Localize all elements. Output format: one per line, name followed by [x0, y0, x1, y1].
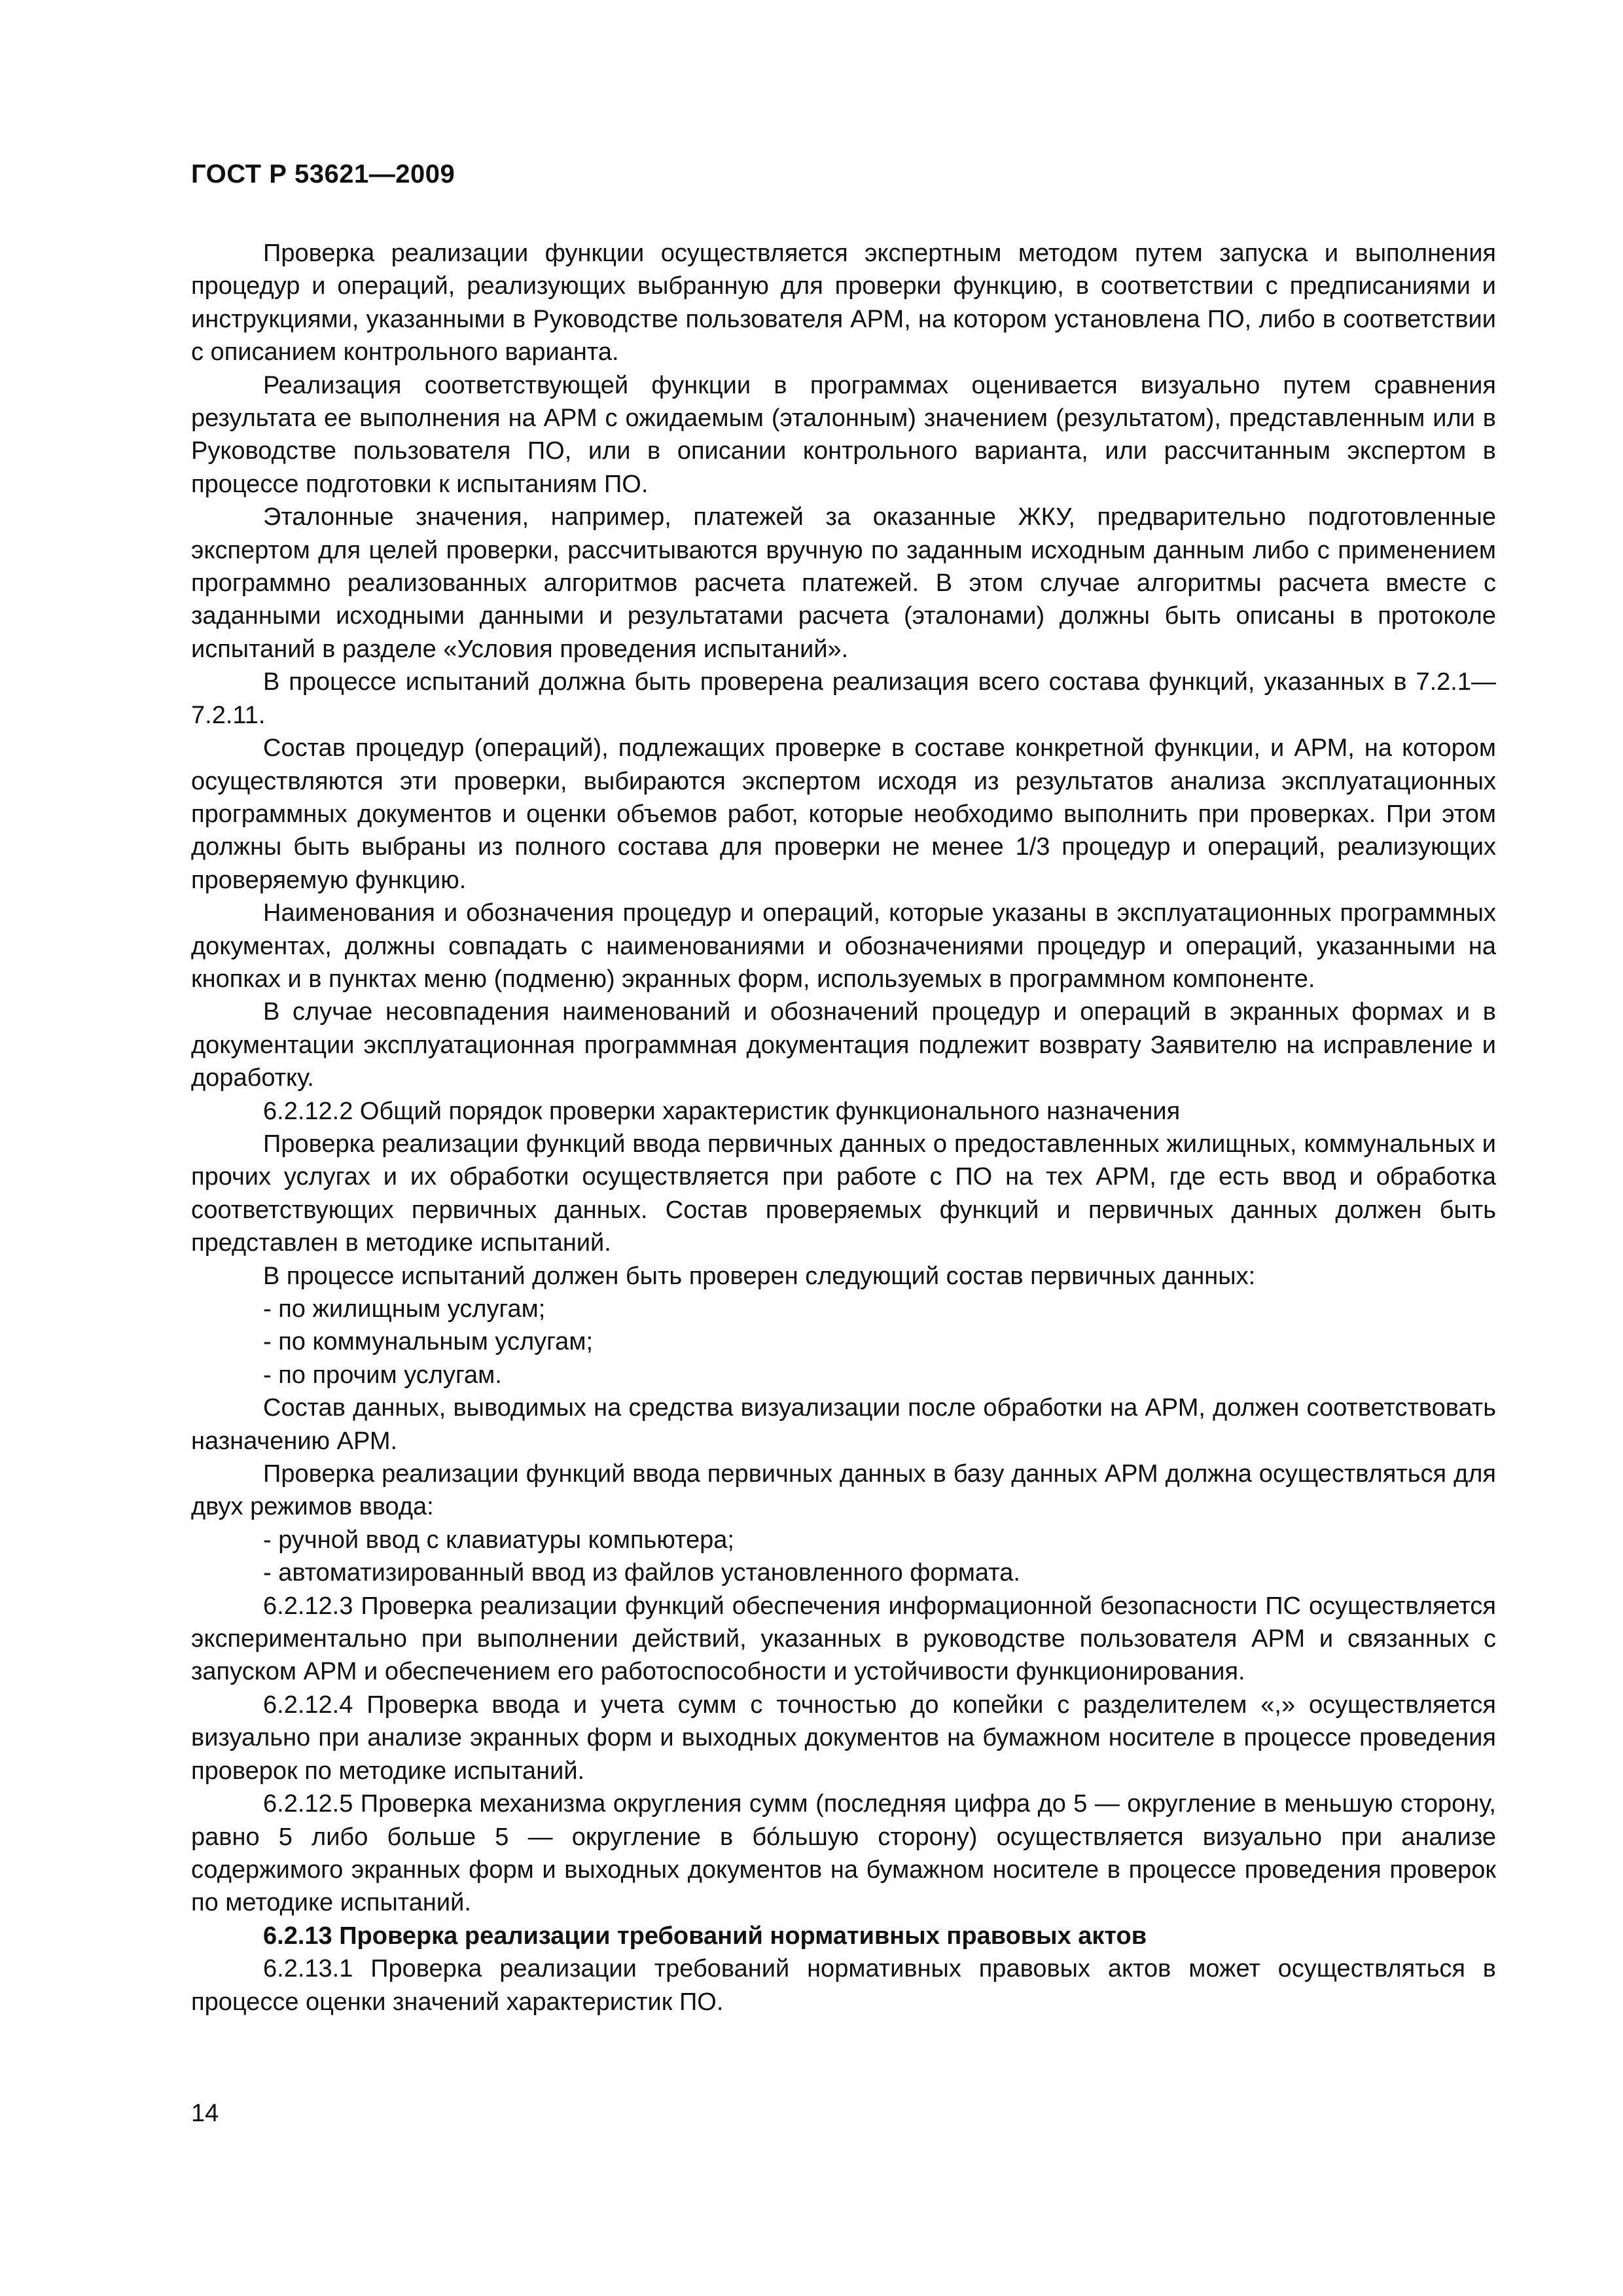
paragraph: 6.2.13.1 Проверка реализации требований нормативных правовых актов может осуществляться в процессе оценки значений характеристик ПО.: [191, 1955, 1496, 2016]
page-number: 14: [191, 2100, 219, 2127]
paragraph: Состав данных, выводимых на средства визуализации после обработки на АРМ, должен соответствовать назначению АРМ.: [191, 1394, 1496, 1455]
list-item: - автоматизированный ввод из файлов установленного формата.: [263, 1559, 1020, 1587]
list-item: - ручной ввод с клавиатуры компьютера;: [263, 1526, 734, 1554]
paragraph: Эталонные значения, например, платежей за оказанные ЖКУ, предварительно подготовленные экспертом для целей проверки, рассчитываются вручную по заданным исходным данным либо с применением программно реализованных алгоритмов расчета платежей. В этом случае алгоритмы расчета вместе с заданными исходными данными и результатами расчета (эталонами) должны быть описаны в протоколе испытаний в разделе «Условия проведения испытаний».: [191, 503, 1496, 663]
paragraph: Проверка реализации функций ввода первичных данных о предоставленных жилищных, коммунальных и прочих услугах и их обработки осуществляется при работе с ПО на тех АРМ, где есть ввод и обработка соответствующих первичных данных. Состав проверяемых функций и первичных данных должен быть представлен в методике испытаний.: [191, 1130, 1496, 1257]
paragraph: В процессе испытаний должен быть проверен следующий состав первичных данных:: [263, 1262, 1256, 1290]
document-body: [191, 237, 1496, 2018]
list-item: - по коммунальным услугам;: [263, 1328, 594, 1356]
paragraph: В процессе испытаний должна быть проверена реализация всего состава функций, указанных в 7.2.1—7.2.11.: [191, 668, 1496, 729]
paragraph: Состав процедур (операций), подлежащих проверке в составе конкретной функции, и АРМ, на котором осуществляются эти проверки, выбираются экспертом исходя из результатов анализа эксплуатационных программных документов и оценки объемов работ, которые необходимо выполнить при проверках. При этом должны быть выбраны из полного состава для проверки не менее 1/3 процедур и операций, реализующих проверяемую функцию.: [191, 734, 1496, 894]
paragraph: 6.2.12.4 Проверка ввода и учета сумм с точностью до копейки с разделителем «,» осуществляется визуально при анализе экранных форм и выходных документов на бумажном носителе в процессе проведения проверок по методике испытаний.: [191, 1691, 1496, 1785]
paragraph: В случае несовпадения наименований и обозначений процедур и операций в экранных формах и в документации эксплуатационная программная документация подлежит возврату Заявителю на исправление и доработку.: [191, 998, 1496, 1092]
paragraph: 6.2.12.5 Проверка механизма округления сумм (последняя цифра до 5 — округление в меньшую сторону, равно 5 либо больше 5 — округление в бо́льшую сторону) осуществляется визуально при анализе содержимого экранных форм и выходных документов на бумажном носителе в процессе проведения проверок по методике испытаний.: [191, 1790, 1496, 1917]
document-header: ГОСТ Р 53621—2009: [191, 160, 455, 188]
paragraph: Реализация соответствующей функции в программах оценивается визуально путем сравнения результата ее выполнения на АРМ с ожидаемым (эталонным) значением (результатом), представленным или в Руководстве пользователя ПО, или в описании контрольного варианта, или рассчитанным экспертом в процессе подготовки к испытаниям ПО.: [191, 371, 1496, 498]
list-item: - по жилищным услугам;: [263, 1295, 546, 1323]
section-subheading: 6.2.12.2 Общий порядок проверки характеристик функционального назначения: [263, 1097, 1181, 1125]
paragraph: Наименования и обозначения процедур и операций, которые указаны в эксплуатационных программных документах, должны совпадать с наименованиями и обозначениями процедур и операций, указанными на кнопках и в пунктах меню (подменю) экранных форм, используемых в программном компоненте.: [191, 899, 1496, 993]
list-item: - по прочим услугам.: [263, 1361, 502, 1389]
section-heading: 6.2.13 Проверка реализации требований нормативных правовых актов: [263, 1922, 1147, 1950]
paragraph: Проверка реализации функции осуществляется экспертным методом путем запуска и выполнения процедур и операций, реализующих выбранную для проверки функцию, в соответствии с предписаниями и инструкциями, указанными в Руководстве пользователя АРМ, на котором установлена ПО, либо в соответствии с описанием контрольного варианта.: [191, 240, 1496, 367]
paragraph: Проверка реализации функций ввода первичных данных в базу данных АРМ должна осуществляться для двух режимов ввода:: [191, 1460, 1496, 1521]
paragraph: 6.2.12.3 Проверка реализации функций обеспечения информационной безопасности ПС осуществляется экспериментально при выполнении действий, указанных в руководстве пользователя АРМ и связанных с запуском АРМ и обеспечением его работоспособности и устойчивости функционирования.: [191, 1592, 1496, 1686]
